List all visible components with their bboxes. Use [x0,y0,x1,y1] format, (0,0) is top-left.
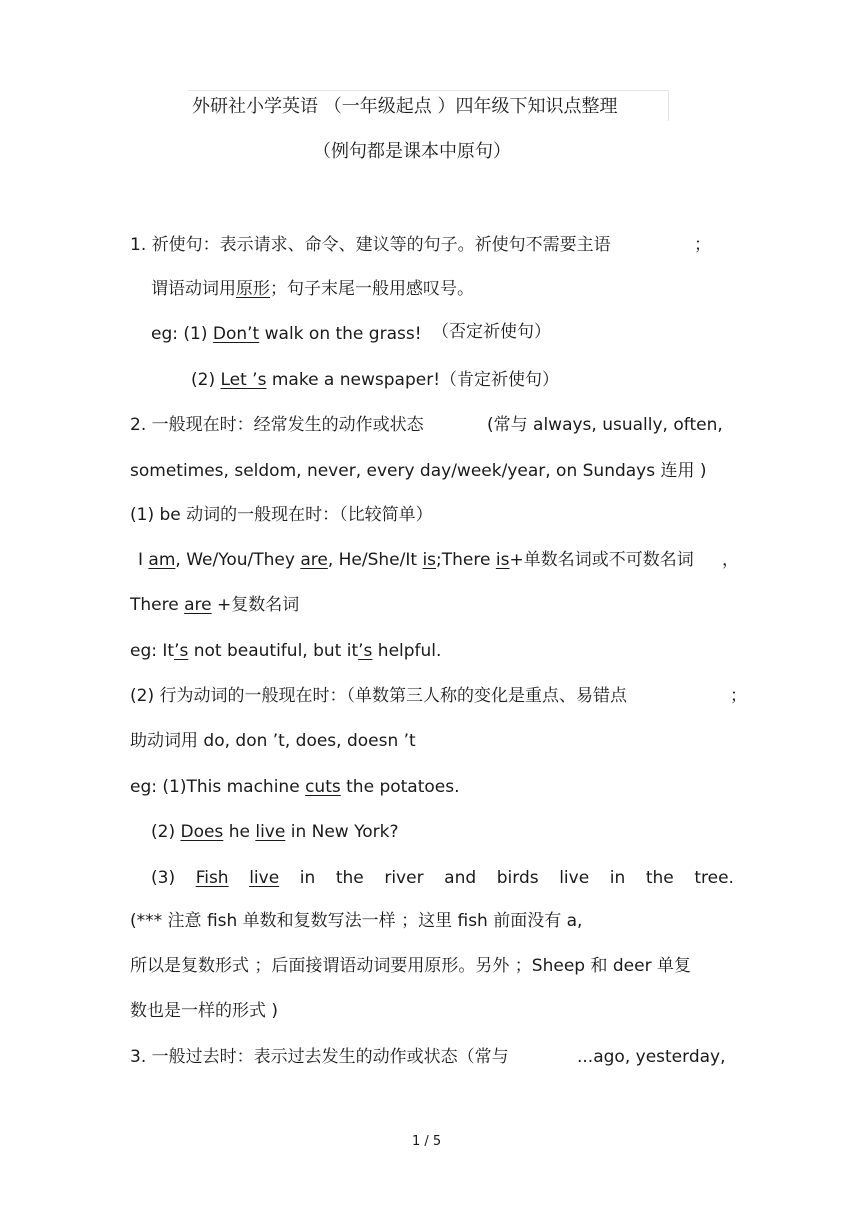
there-a: There [130,595,185,615]
s1-line1-text: 1. 祈使句：表示请求、命令、建议等的句子。祈使句不需要主语 [130,235,611,255]
s2-line1-b: (常与 always, usually, often, [487,415,723,435]
egbe-a: eg: It [130,641,175,661]
s3-line1: 3. 一般过去时：表示过去发生的动作或状态（常与 [130,1047,509,1067]
ex1-verb: cuts [305,777,341,797]
ex3-word: live [249,868,280,888]
s1-example1-note: （否定祈使句） [432,322,551,342]
ex3-word: (3) [151,868,176,888]
be-b: , We/You/They [175,550,301,570]
ex2-a: (2) [151,822,181,842]
be-are: are [300,550,328,570]
be-is: is [422,550,437,570]
egbe-u1: ’s [174,641,189,661]
s1-line2-underlined: 原形 [236,279,270,299]
s2-verb-example2 [151,821,399,843]
ex2-does: Does [180,822,224,842]
s2-example-be [130,640,441,662]
be-e: +单数名词或不可数名词 [509,550,694,570]
s2-be-forms-end: ， [722,550,739,570]
s1-line2-a: 谓语动词用 [151,279,236,299]
s2-note-line2: 所以是复数形式 ；后面接谓语动词要用原形。另外 ；Sheep 和 deer 单复 [130,956,691,976]
s2-line2: sometimes, seldom, never, every day/week/year, on Sundays 连用 ) [130,461,707,481]
s1-eg2-note: （肯定祈使句） [440,370,560,390]
ex3-word: live [559,868,590,888]
ex3-word: tree. [694,868,734,888]
s1-line1 [130,234,611,256]
s1-eg2-underlined: Let ’s [220,370,267,390]
ex2-b: he [223,822,256,842]
be-c: , He/She/It [327,550,423,570]
ex3-word: the [335,868,364,888]
s2-verb-example3 [151,867,734,889]
be-d: ;There [436,550,496,570]
s3-line1-b: ...ago, yesterday, [577,1047,726,1067]
ex1-b: the potatoes. [340,777,460,797]
ex2-live: live [255,822,286,842]
page-subtitle: （例句都是课本中原句） [313,141,511,162]
ex3-word: the [645,868,674,888]
be-is2: is [495,550,510,570]
s1-eg2-b: make a newspaper! [266,370,441,390]
s1-line2-b: ；句子末尾一般用感叹号。 [270,279,474,299]
s1-line1-end: ； [694,235,711,255]
ex1-a: eg: (1)This machine [130,777,306,797]
page-number: 1 / 5 [412,1134,442,1149]
ex3-word: Fish [195,868,229,888]
egbe-c: helpful. [372,641,442,661]
s2-auxiliary: 助动词用 do, don ’t, does, doesn ’t [130,731,416,751]
ex2-c: in New York? [285,822,399,842]
s2-note-line1: (*** 注意 fish 单数和复数写法一样 ；这里 fish 前面没有 a, [130,911,583,931]
egbe-b: not beautiful, but it [188,641,359,661]
egbe-u2: ’s [358,641,373,661]
s2-heading-be: (1) be 动词的一般现在时：（比较简单） [130,505,433,525]
ex3-word: river [384,868,424,888]
s2-verb-example1 [130,776,460,798]
s2-note-line3: 数也是一样的形式 ) [130,1001,279,1021]
be-a: I [138,550,149,570]
page-title: 外研社小学英语 （一年级起点 ）四年级下知识点整理 [192,96,618,117]
be-am: am [148,550,176,570]
s1-example2 [191,369,559,391]
s2-heading-verbs-end: ； [730,686,747,706]
s2-heading-verbs: (2) 行为动词的一般现在时：（单数第三人称的变化是重点、易错点 [130,686,627,706]
there-are: are [184,595,212,615]
s2-line1: 2. 一般现在时：经常发生的动作或状态 [130,415,424,435]
there-b: +复数名词 [211,595,300,615]
s2-there-are [130,594,299,616]
ex3-word: and [444,868,477,888]
s1-eg1-a: eg: (1) [151,324,213,344]
s1-eg1-underlined: Don’t [212,324,260,344]
ex3-word: in [299,868,316,888]
ex3-word: birds [496,868,539,888]
ex3-word: in [609,868,626,888]
s1-line2 [151,278,474,300]
s1-example1 [151,323,422,345]
s2-be-forms [138,549,694,571]
s1-eg2-a: (2) [191,370,221,390]
s1-eg1-b: walk on the grass! [259,324,422,344]
